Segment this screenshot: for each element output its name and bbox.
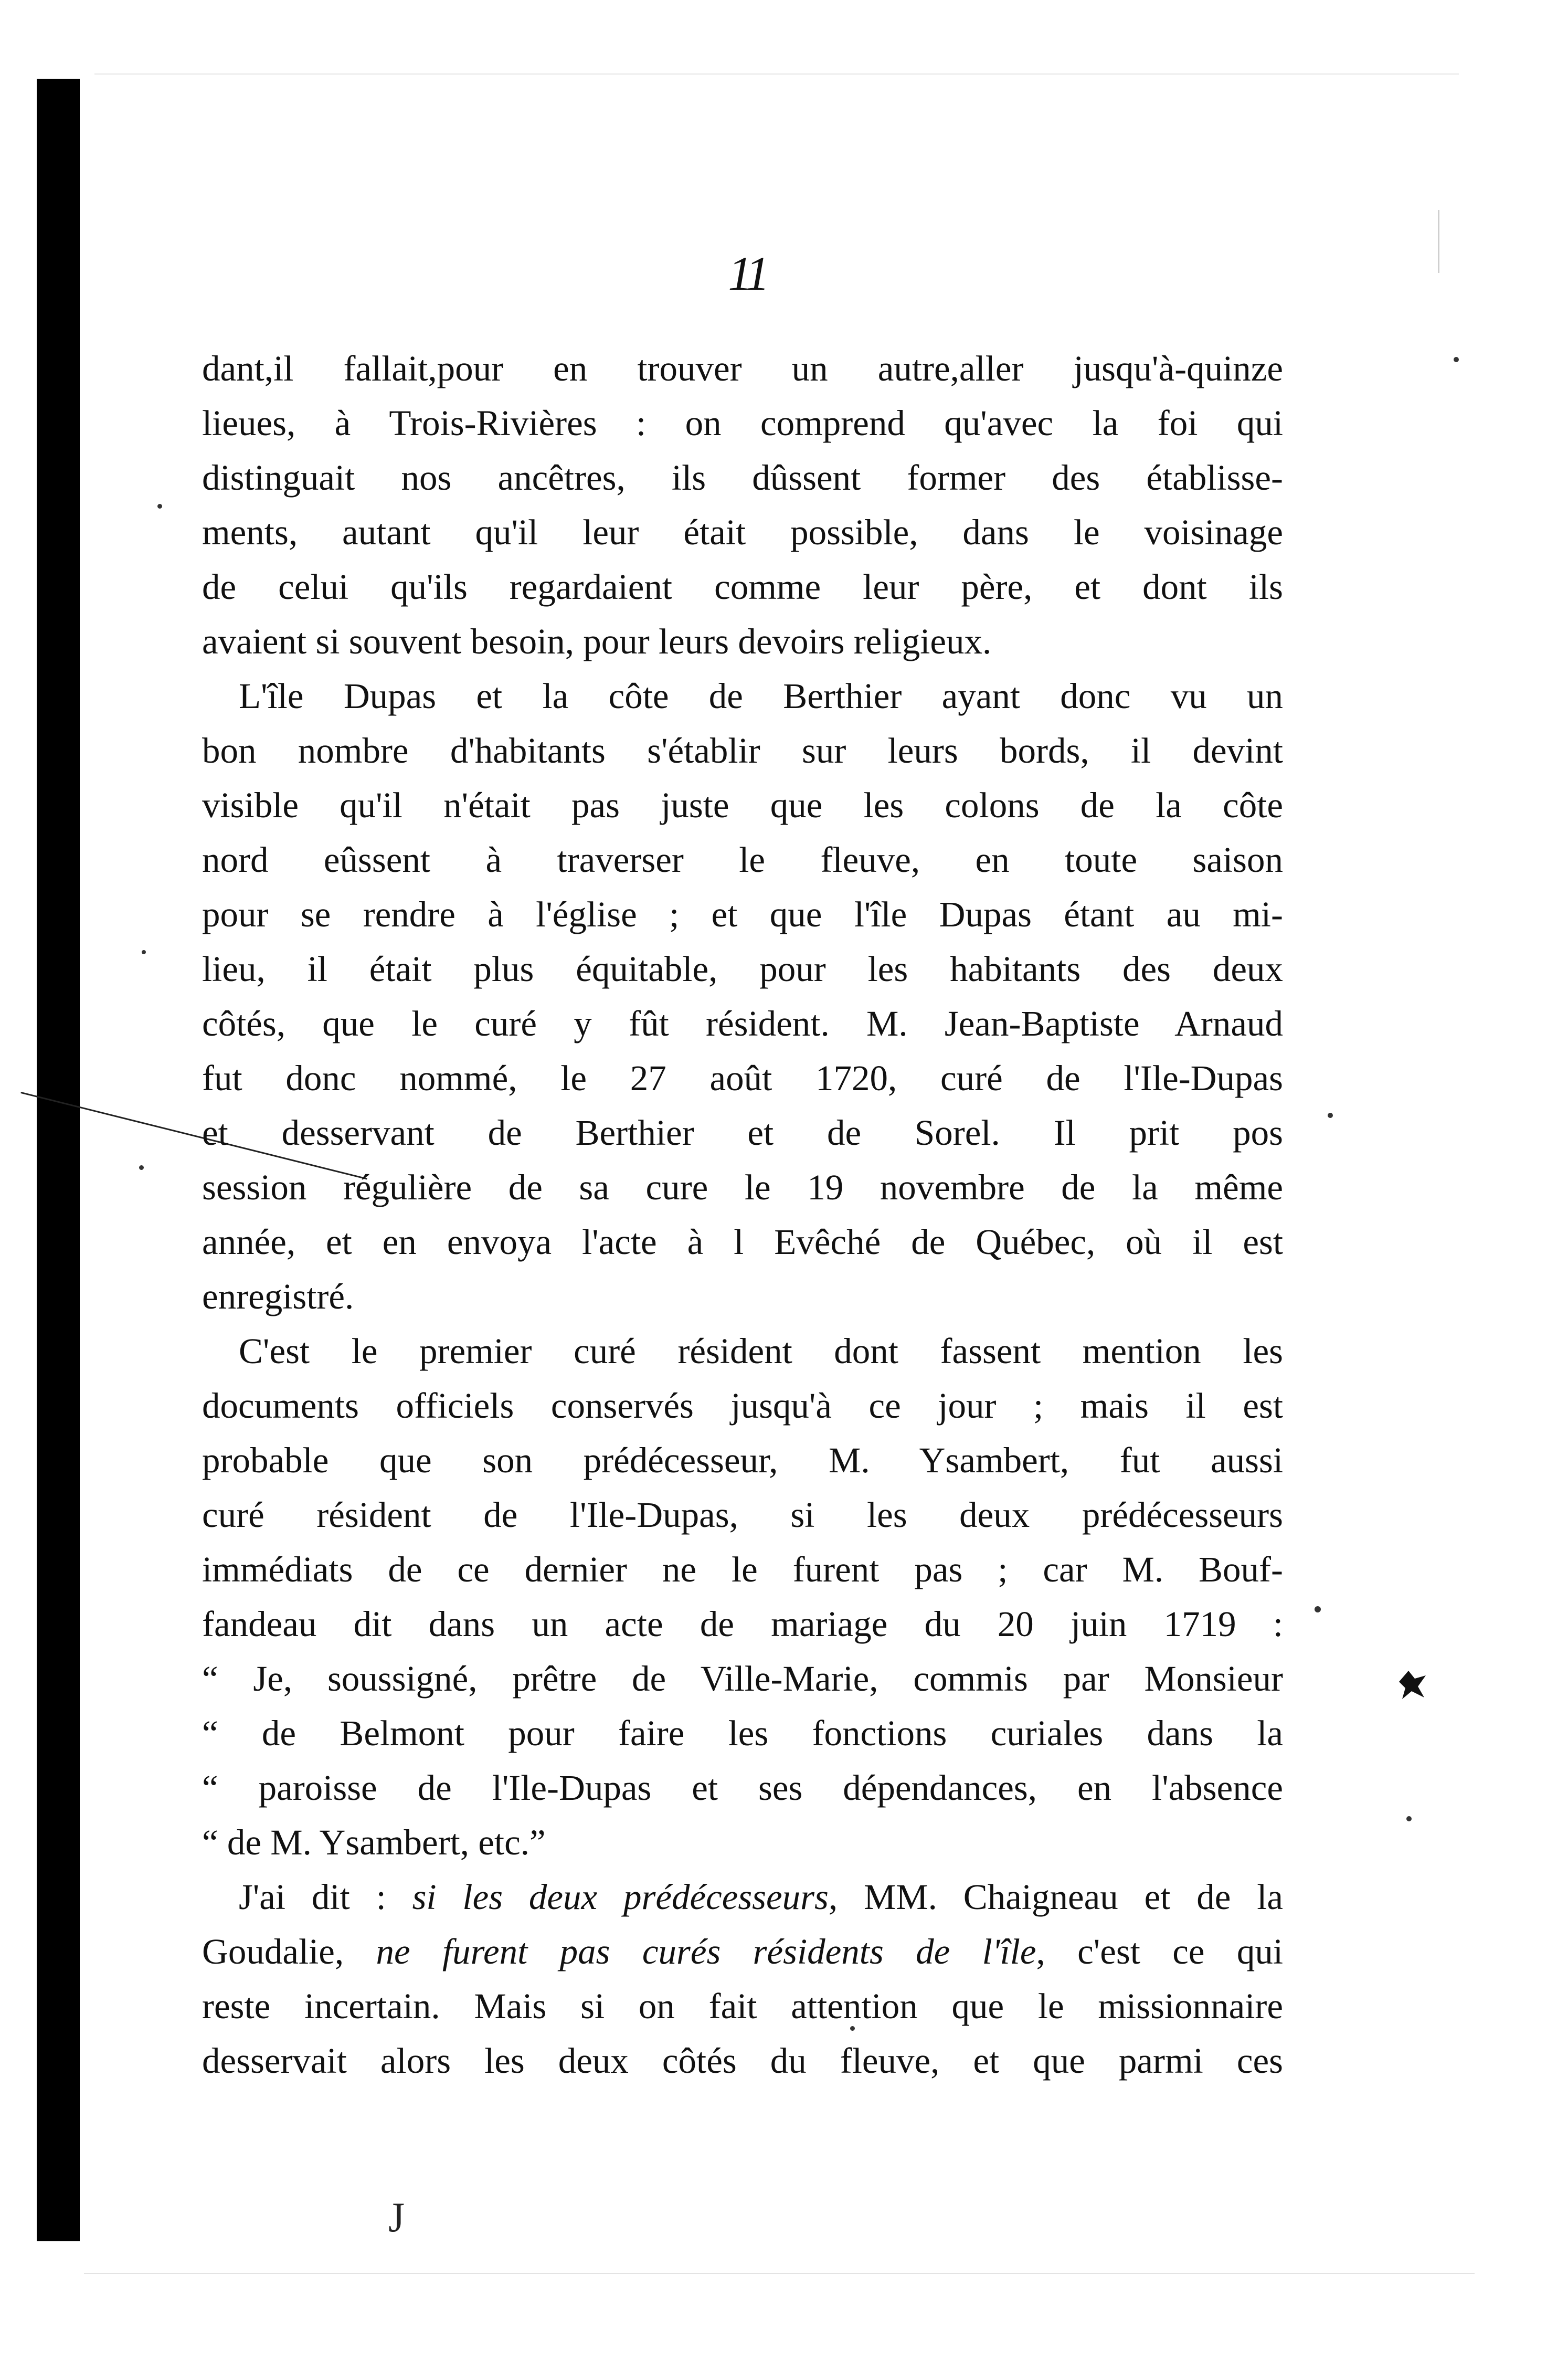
- text-line: année, et en envoya l'acte à l Evêché de Québec, où il est: [202, 1222, 1283, 1262]
- scan-speck: [1315, 1606, 1321, 1612]
- text-run: Goudalie,: [202, 1932, 376, 1971]
- text-line: pour se rendre à l'église ; et que l'île Dupas étant au mi-: [202, 894, 1283, 934]
- text-line: session régulière de sa cure le 19 novembre de la même: [202, 1167, 1283, 1207]
- quoted-line: “ paroisse de l'Ile-Dupas et ses dépendances, en l'absence: [202, 1768, 1283, 1808]
- scan-speck: [1454, 357, 1459, 362]
- text-line: L'île Dupas et la côte de Berthier ayant donc vu un: [239, 676, 1283, 716]
- ink-blot: [1396, 1669, 1427, 1701]
- page-number: 11: [728, 247, 767, 300]
- text-line: dant,il fallait,pour en trouver un autre,aller jusqu'à-quinze: [202, 349, 1283, 388]
- text-line: visible qu'il n'était pas juste que les colons de la côte: [202, 785, 1283, 825]
- text-line: lieues, à Trois-Rivières : on comprend qu'avec la foi qui: [202, 403, 1283, 443]
- top-edge-noise: [94, 73, 1459, 75]
- text-line-mixed: [202, 1870, 1283, 1924]
- quoted-line: “ Je, soussigné, prêtre de Ville-Marie, commis par Monsieur: [202, 1659, 1283, 1699]
- bottom-edge-noise: [84, 2273, 1475, 2274]
- quoted-line: “ de Belmont pour faire les fonctions curiales dans la: [202, 1713, 1283, 1753]
- text-line: curé résident de l'Ile-Dupas, si les deux prédécesseurs: [202, 1495, 1283, 1535]
- scan-speck: [1328, 1113, 1333, 1118]
- text-line: distinguait nos ancêtres, ils dûssent former des établisse-: [202, 458, 1283, 498]
- text-line-mixed: [202, 1924, 1283, 1979]
- body-text: [202, 341, 1283, 2088]
- scan-speck: [1406, 1816, 1412, 1821]
- paragraph-2: [202, 669, 1283, 1324]
- text-line: ments, autant qu'il leur était possible, dans le voisinage: [202, 512, 1283, 552]
- italic-run: ne furent pas curés résidents de l'île: [376, 1932, 1036, 1971]
- text-line: et desservant de Berthier et de Sorel. Il prit pos: [202, 1113, 1283, 1153]
- text-line: lieu, il était plus équitable, pour les habitants des deux: [202, 949, 1283, 989]
- text-line: avaient si souvent besoin, pour leurs devoirs religieux.: [202, 621, 992, 661]
- scan-speck: [142, 950, 146, 954]
- text-line: nord eûssent à traverser le fleuve, en toute saison: [202, 840, 1283, 880]
- text-line: desservait alors les deux côtés du fleuve, et que parmi ces: [202, 2041, 1283, 2081]
- paragraph-1: [202, 341, 1283, 669]
- text-line: de celui qu'ils regardaient comme leur père, et dont ils: [202, 567, 1283, 607]
- text-line: bon nombre d'habitants s'établir sur leurs bords, il devint: [202, 731, 1283, 771]
- scan-speck: [139, 1165, 144, 1170]
- text-line: fut donc nommé, le 27 août 1720, curé de l'Ile-Dupas: [202, 1058, 1283, 1098]
- text-line: côtés, que le curé y fût résident. M. Jean-Baptiste Arnaud: [202, 1004, 1283, 1043]
- text-run: , c'est ce qui: [1036, 1932, 1283, 1971]
- handwritten-mark: J: [388, 2195, 405, 2241]
- right-edge-mark: [1438, 210, 1439, 273]
- text-line: reste incertain. Mais si on fait attention que le missionnaire: [202, 1986, 1283, 2026]
- paragraph-3: [202, 1324, 1283, 1870]
- text-run: , MM. Chaigneau et de la: [828, 1877, 1283, 1917]
- text-line: C'est le premier curé résident dont fassent mention les: [239, 1331, 1283, 1371]
- quoted-line: “ de M. Ysambert, etc.”: [202, 1822, 546, 1862]
- paragraph-4: [202, 1870, 1283, 2088]
- italic-run: si les deux prédécesseurs: [412, 1877, 829, 1917]
- text-line: probable que son prédécesseur, M. Ysambert, fut aussi: [202, 1440, 1283, 1480]
- text-line: fandeau dit dans un acte de mariage du 20 juin 1719 :: [202, 1604, 1283, 1644]
- text-line: documents officiels conservés jusqu'à ce jour ; mais il est: [202, 1386, 1283, 1426]
- text-line: immédiats de ce dernier ne le furent pas ; car M. Bouf-: [202, 1549, 1283, 1589]
- binding-shadow: [37, 79, 80, 2241]
- text-line: enregistré.: [202, 1277, 354, 1316]
- scan-speck: [850, 2026, 855, 2031]
- scan-speck: [157, 504, 162, 509]
- text-run: J'ai dit :: [239, 1877, 412, 1917]
